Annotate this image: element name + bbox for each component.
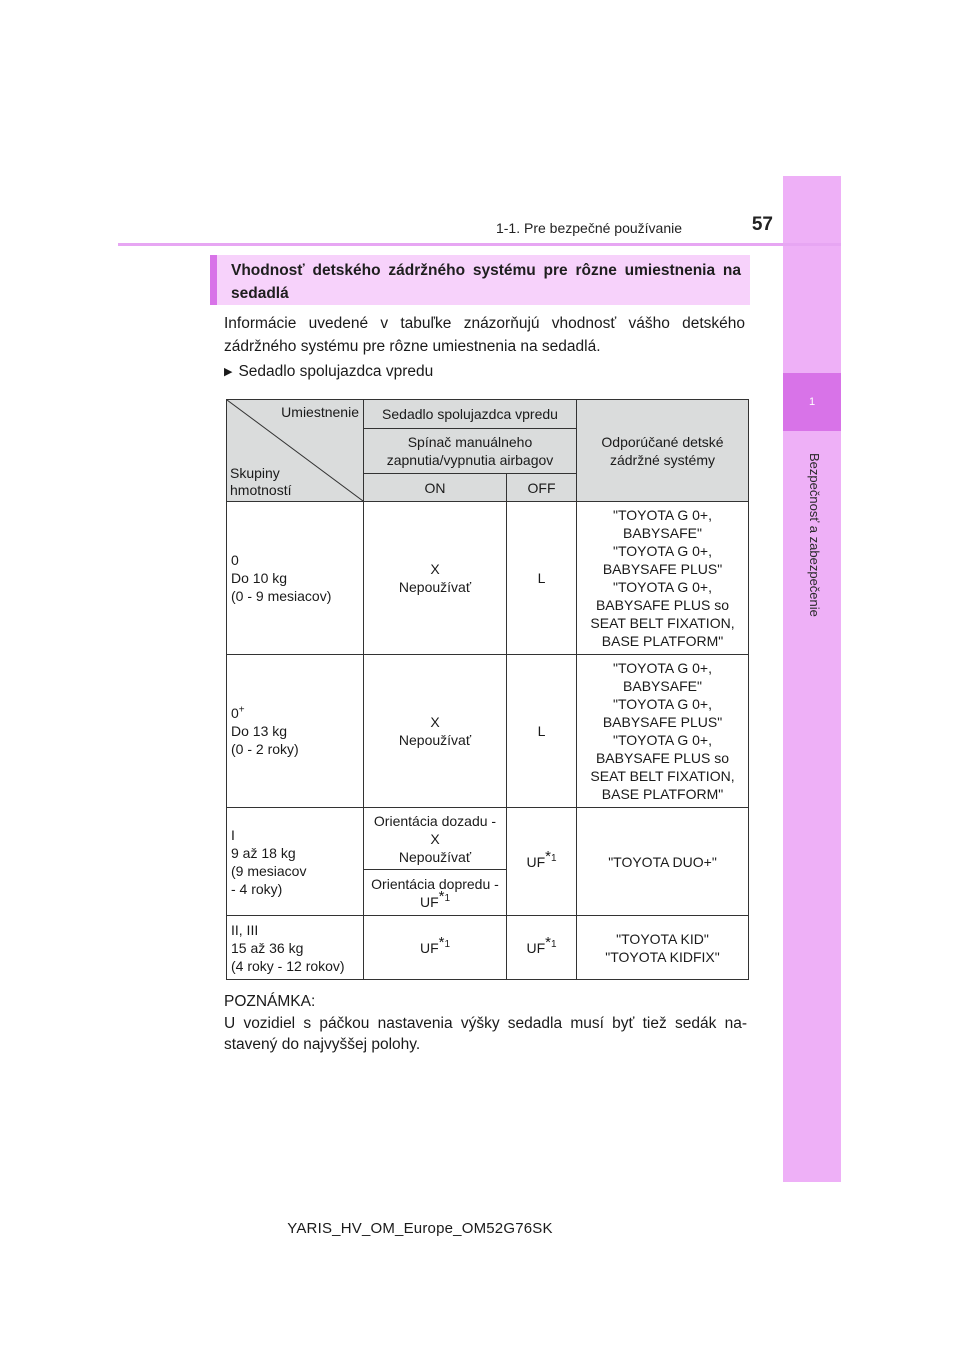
- recommended-cell: [577, 655, 749, 808]
- cell-line: II, III: [231, 921, 259, 938]
- header-line: zapnutia/vypnutia airbagov: [386, 452, 554, 468]
- cell-line: Orientácia dopredu -: [371, 875, 499, 892]
- section-heading-box: [210, 255, 750, 305]
- corner-label-line: Skupiny: [230, 465, 280, 481]
- airbag-on-rear-facing-cell: [364, 808, 507, 870]
- cell-line: I: [231, 826, 235, 843]
- cell-line: [231, 704, 363, 722]
- cell-line: BABYSAFE PLUS": [602, 561, 723, 577]
- cell-line: SEAT BELT FIXATION,: [590, 768, 735, 784]
- footnote-number: 1: [444, 892, 451, 904]
- airbag-off-cell: [507, 808, 577, 916]
- cell-line: 15 až 36 kg: [231, 939, 304, 956]
- cell-line: "TOYOTA G 0+,: [613, 543, 712, 559]
- header-line: Spínač manuálneho: [407, 434, 533, 450]
- note-text-line: stavený do najvyššej polohy.: [224, 1036, 421, 1053]
- cell-line: Do 10 kg: [231, 570, 288, 586]
- airbag-switch-header: [364, 429, 577, 474]
- group-superscript: +: [238, 704, 245, 716]
- footnote-star: *: [438, 933, 445, 951]
- section-title: 1-1. Pre bezpečné používanie: [495, 220, 682, 236]
- cell-value: UF: [419, 893, 439, 910]
- cell-line: (0 - 2 roky): [231, 741, 299, 757]
- cell-line: "TOYOTA KIDFIX": [605, 948, 720, 965]
- document-code-footer: YARIS_HV_OM_Europe_OM52G76SK: [287, 1220, 553, 1237]
- airbag-off-cell: L: [507, 655, 577, 808]
- cell-line: X: [430, 830, 440, 847]
- cell-line: BABYSAFE PLUS so: [595, 750, 730, 766]
- cell-line: (0 - 9 mesiacov): [231, 588, 332, 604]
- footnote-star: *: [545, 847, 551, 865]
- cell-line: (9 mesiacov: [231, 862, 307, 879]
- cell-line: BABYSAFE PLUS so: [595, 597, 730, 613]
- bullet-item: [224, 360, 433, 385]
- cell-line: "TOYOTA G 0+,: [613, 507, 712, 523]
- section-heading: Vhodnosť detského zádržného systému pre rôzne umiestnenia na sedadlá: [231, 262, 741, 302]
- airbag-on-forward-facing-cell: [364, 870, 507, 916]
- cell-line: - 4 roky): [231, 880, 283, 897]
- airbag-off-cell: L: [507, 502, 577, 655]
- group-base: 0: [231, 705, 239, 721]
- triangle-bullet-icon: ▶: [224, 366, 233, 378]
- footnote-number: 1: [550, 852, 557, 864]
- seat-header: Sedadlo spolujazdca vpredu: [364, 400, 577, 429]
- table-row: [227, 916, 749, 980]
- chapter-label: Bezpečnosť a zabezpečenie: [807, 453, 822, 617]
- cell-line: Nepoužívať: [398, 732, 472, 748]
- note-text-line: U vozidiel s páčkou nastavenia výšky sedadla musí byť tiež sedák na-: [224, 1014, 747, 1032]
- footnote-number: 1: [444, 938, 451, 950]
- cell-line: BASE PLATFORM": [601, 786, 724, 802]
- corner-label-weight-group: [230, 465, 291, 499]
- cell-line: [364, 887, 506, 911]
- table-corner-cell: [227, 400, 364, 502]
- cell-line: BABYSAFE PLUS": [602, 714, 723, 730]
- page-number: 57: [751, 214, 773, 235]
- cell-line: Nepoužívať: [398, 579, 472, 595]
- weight-group-cell: [227, 655, 364, 808]
- cell-line: "TOYOTA KID": [616, 930, 709, 947]
- cell-value: UF: [526, 939, 546, 956]
- cell-line: "TOYOTA G 0+,: [613, 696, 712, 712]
- airbag-on-cell: [364, 655, 507, 808]
- cell-line: Orientácia dozadu -: [373, 812, 497, 829]
- cell-line: X: [430, 714, 440, 730]
- cell-line: Nepoužívať: [398, 848, 472, 865]
- cell-line: (4 roky - 12 rokov): [231, 957, 345, 974]
- table-row: [227, 808, 749, 870]
- cell-line: BABYSAFE": [623, 678, 702, 694]
- header-divider: [118, 243, 841, 246]
- cell-line: "TOYOTA G 0+,: [613, 579, 712, 595]
- footnote-star: *: [545, 933, 551, 951]
- weight-group-cell: [227, 916, 364, 980]
- cell-line: 0: [231, 552, 239, 568]
- table-row: [227, 655, 749, 808]
- cell-value: UF: [526, 853, 546, 870]
- recommended-header: [577, 400, 749, 502]
- recommended-cell: [577, 808, 749, 916]
- chapter-side-tab: [783, 176, 841, 1182]
- on-column-header: ON: [364, 474, 507, 502]
- header-line: Odporúčané detské: [601, 433, 724, 450]
- airbag-on-cell: [364, 916, 507, 980]
- chapter-number: 1: [783, 373, 841, 431]
- airbag-off-cell: [507, 916, 577, 980]
- header-line: zádržné systémy: [609, 451, 716, 468]
- recommended-cell: [577, 502, 749, 655]
- corner-label-line: hmotností: [230, 482, 292, 498]
- cell-line: X: [430, 561, 440, 577]
- footnote-star: *: [438, 887, 445, 905]
- corner-label-location: Umiestnenie: [281, 404, 359, 420]
- weight-group-cell: [227, 502, 364, 655]
- cell-line: Do 13 kg: [231, 723, 288, 739]
- suitability-table: [226, 399, 749, 980]
- intro-paragraph: Informácie uvedené v tabuľke znázorňujú vhodnosť vášho detského zádržného systému pre rôzne umiestnenia na sedadlá.: [224, 315, 745, 355]
- table-row: [227, 502, 749, 655]
- cell-line: "TOYOTA DUO+": [608, 853, 717, 870]
- airbag-on-cell: [364, 502, 507, 655]
- off-column-header: OFF: [507, 474, 577, 502]
- cell-line: BASE PLATFORM": [601, 633, 724, 649]
- recommended-cell: [577, 916, 749, 980]
- cell-line: "TOYOTA G 0+,: [613, 660, 712, 676]
- cell-line: BABYSAFE": [623, 525, 702, 541]
- cell-line: "TOYOTA G 0+,: [613, 732, 712, 748]
- cell-value: UF: [419, 939, 439, 956]
- cell-line: SEAT BELT FIXATION,: [590, 615, 735, 631]
- bullet-text: Sedadlo spolujazdca vpredu: [238, 363, 434, 380]
- weight-group-cell: [227, 808, 364, 916]
- note-block: [224, 991, 747, 1056]
- note-label: POZNÁMKA:: [224, 993, 316, 1010]
- footnote-number: 1: [550, 938, 557, 950]
- cell-line: 9 až 18 kg: [231, 844, 296, 861]
